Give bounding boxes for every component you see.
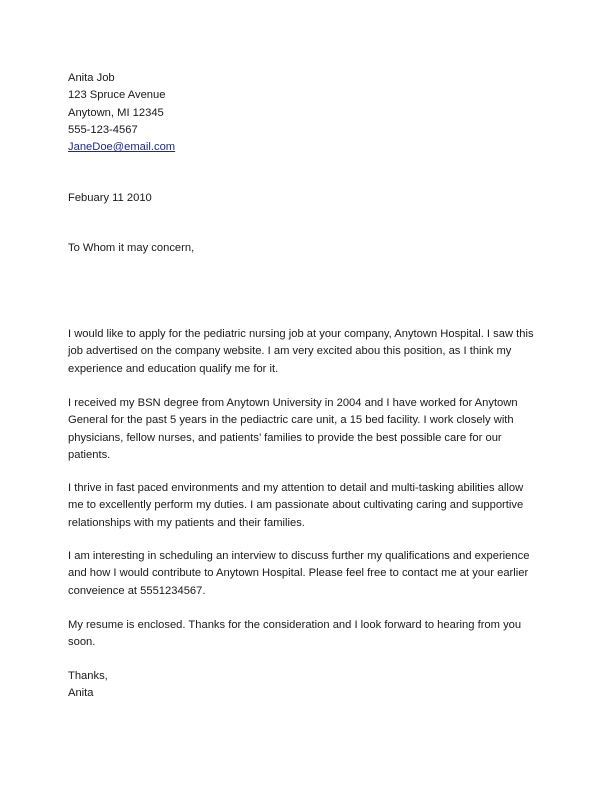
sender-phone: 555-123-4567 — [68, 123, 138, 136]
body-paragraph-2 — [68, 395, 548, 464]
date-text: Febuary 11 2010 — [68, 192, 152, 204]
paragraph-line: conveience at 5551234567. — [68, 584, 206, 597]
sender-street: 123 Spruce Avenue — [68, 89, 166, 102]
paragraph-line: I thrive in fast paced environments and my attention to detail and multi-tasking abilities allow — [68, 482, 524, 494]
sender-address-block — [68, 70, 548, 156]
sender-city: Anytown, MI 12345 — [68, 106, 164, 119]
paragraph-line: soon. — [68, 636, 96, 649]
paragraph-line: experience and education qualify me for it. — [68, 362, 279, 375]
paragraph-line: I am interesting in scheduling an interview to discuss further my qualifications and experience — [68, 550, 530, 562]
paragraph-line: I would like to apply for the pediatric nursing job at your company, Anytown Hospital. I saw this — [68, 328, 534, 340]
paragraph-line: me to excellently perform my duties. I am passionate about cultivating caring and supportive — [68, 499, 524, 512]
closing-signature: Anita — [68, 687, 94, 700]
paragraph-line: job advertised on the company website. I am very excited abou this position, as I think my — [68, 345, 512, 358]
body-paragraph-3 — [68, 480, 548, 532]
paragraph-line: My resume is enclosed. Thanks for the consideration and I look forward to hearing from you — [68, 619, 522, 631]
body-paragraph-5 — [68, 617, 548, 652]
letter-date — [68, 190, 548, 207]
sender-email-link[interactable]: JaneDoe@email.com — [68, 141, 176, 154]
salutation — [68, 240, 548, 257]
paragraph-line: General for the past 5 years in the pediactric care unit, a 15 bed facility. I work closely with — [68, 414, 514, 427]
paragraph-line: patients. — [68, 448, 111, 461]
paragraph-line: and how I would contribute to Anytown Hospital. Please feel free to contact me at your earlier — [68, 567, 529, 580]
paragraph-line: relationships with my patients and their families. — [68, 516, 305, 529]
salutation-text: To Whom it may concern, — [68, 242, 195, 254]
body-paragraph-1 — [68, 326, 548, 378]
closing-signoff: Thanks, — [68, 670, 108, 682]
paragraph-line: I received my BSN degree from Anytown University in 2004 and I have worked for Anytown — [68, 397, 518, 409]
sender-name: Anita Job — [68, 72, 115, 84]
body-paragraph-4 — [68, 548, 548, 600]
paragraph-line: physicians, fellow nurses, and patients’ families to provide the best possible care for our — [68, 431, 502, 444]
closing-block — [68, 668, 548, 703]
